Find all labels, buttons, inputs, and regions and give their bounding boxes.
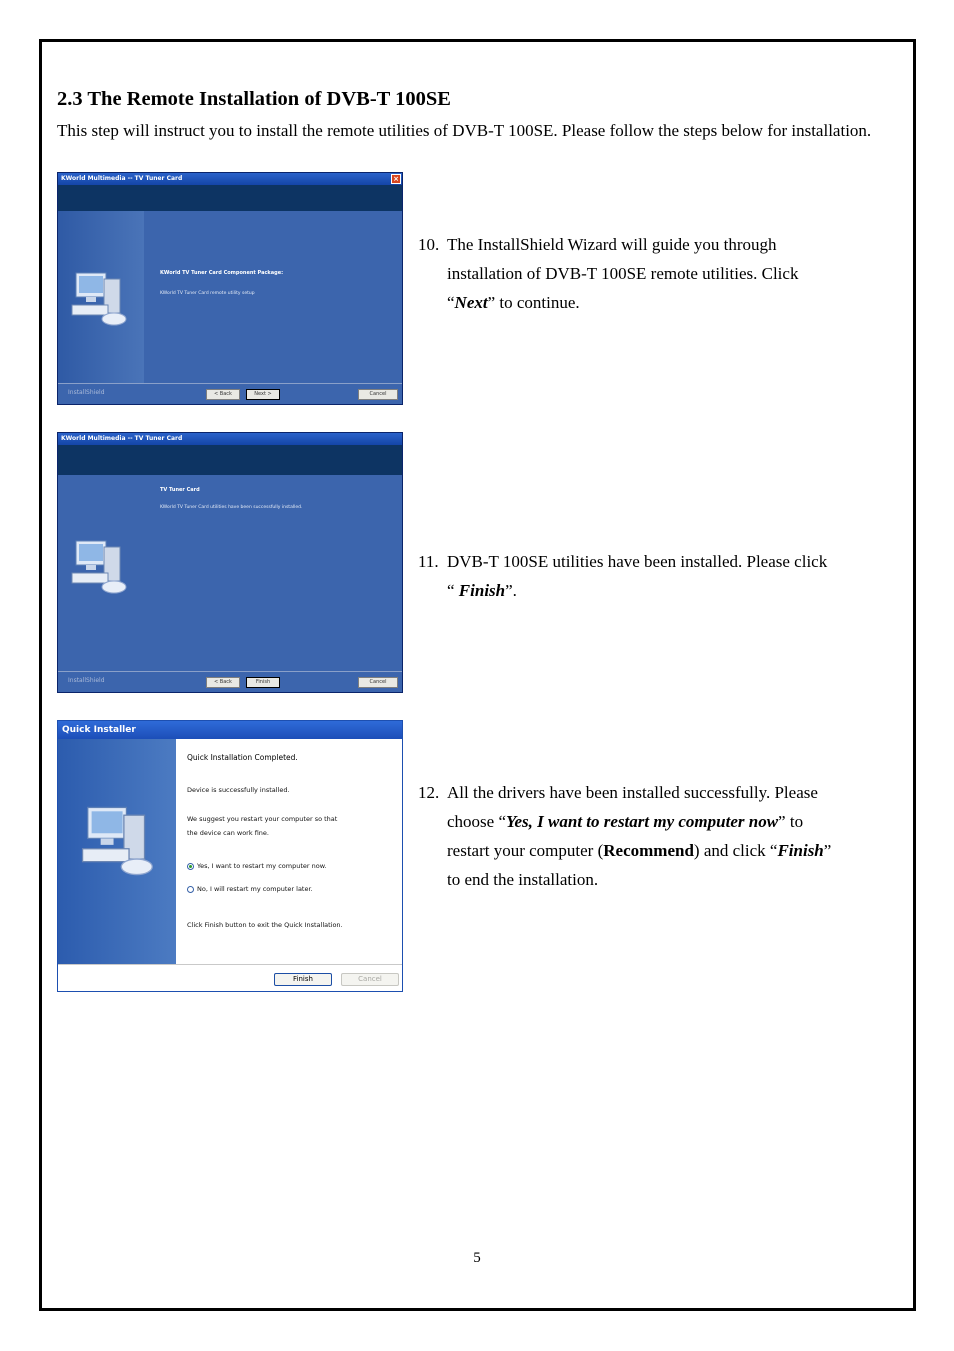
radio-restart-later[interactable]: No, I will restart my computer later.: [187, 883, 313, 895]
section-heading: 2.3 The Remote Installation of DVB-T 100SE: [57, 88, 451, 110]
cancel-button[interactable]: Cancel: [358, 677, 398, 688]
next-button[interactable]: Next >: [246, 389, 280, 400]
radio-unselected-icon: [187, 886, 194, 893]
window-header-band: [58, 445, 402, 475]
cancel-button[interactable]: Cancel: [358, 389, 398, 400]
close-icon[interactable]: ×: [391, 174, 401, 184]
step-12: 12. All the drivers have been installed successfully. Please choose “Yes, I want to restart my computer now” to restart your computer (Recommend) and click “Finish” to end the installation.: [418, 783, 832, 889]
computer-icon: [70, 269, 132, 329]
window-title: KWorld Multimedia -- TV Tuner Card: [58, 433, 402, 445]
screenshot-quick-installer: [57, 720, 403, 992]
installshield-logo: InstallShield: [68, 389, 105, 396]
installer-button-bar: [58, 964, 402, 991]
installshield-logo: InstallShield: [68, 677, 105, 684]
window-title: Quick Installer: [58, 721, 402, 739]
back-button[interactable]: < Back: [206, 677, 240, 688]
finish-button[interactable]: Finish: [274, 973, 332, 986]
radio-restart-now[interactable]: Yes, I want to restart my computer now.: [187, 860, 327, 872]
computer-icon: [80, 801, 160, 881]
step-11: 11. DVB-T 100SE utilities have been installed. Please click “ Finish”.: [418, 552, 828, 600]
radio-selected-icon: [187, 863, 194, 870]
cancel-button[interactable]: Cancel: [341, 973, 399, 986]
window-title: KWorld Multimedia -- TV Tuner Card ×: [58, 173, 402, 185]
screenshot-installshield-welcome: [57, 172, 403, 405]
wizard-button-bar: [58, 383, 402, 404]
step-10: 10. The InstallShield Wizard will guide you through installation of DVB-T 100SE remote utilities. Click “Next” to continue.: [418, 235, 799, 312]
window-body: KWorld TV Tuner Card Component Package: KWorld TV Tuner Card remote utility setup InstallShield < Back Next > Cancel: [58, 211, 402, 404]
back-button[interactable]: < Back: [206, 389, 240, 400]
intro-paragraph: This step will instruct you to install the remote utilities of DVB-T 100SE. Please follow the steps below for installation.: [57, 121, 872, 140]
window-body: Quick Installation Completed. Device is successfully installed. We suggest you restart your computer so that the device can work fine. Yes, I want to restart my computer now. No, I will restart my computer later. Click Finish button to exit the Quick Installation.: [58, 739, 402, 964]
installer-heading: Quick Installation Completed.: [187, 753, 298, 762]
page-number: 5: [473, 1250, 481, 1266]
finish-button[interactable]: Finish: [246, 677, 280, 688]
screenshot-installshield-complete: [57, 432, 403, 693]
window-body: TV Tuner Card KWorld TV Tuner Card utilities have been successfully installed. InstallShield < Back Finish Cancel: [58, 475, 402, 692]
computer-icon: [70, 537, 132, 597]
wizard-button-bar: [58, 671, 402, 692]
window-header-band: [58, 185, 402, 211]
